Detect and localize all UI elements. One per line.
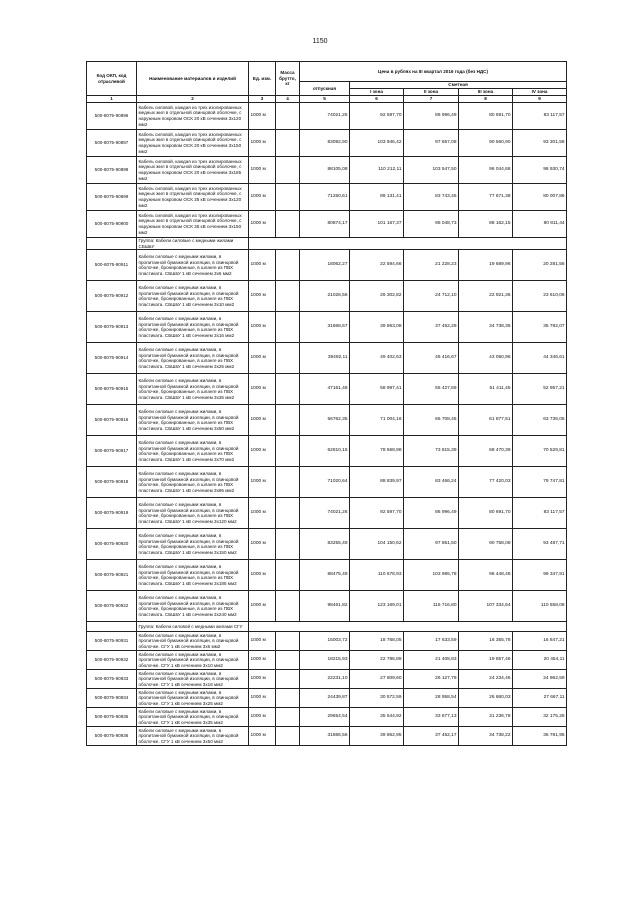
header-zone-3: III зона xyxy=(459,89,513,96)
item-name: Кабель силовой, каждая из трех изолированных медных жил в отдельной свинцовой оболочке, с наружным покровом ОСК 20 кВ сечением 3х185 мм2 xyxy=(137,157,249,184)
zone-3-price: 96 448,48 xyxy=(459,560,513,591)
item-mass xyxy=(276,184,300,211)
item-name: Кабели силовые с медными жилами, в пропитанной бумажной изоляции, в свинцовой оболочке, бронированные, в шланге из ПВХ пластиката. СБШвУ 1 кВ сечением 3х120 мм2 xyxy=(137,498,249,529)
column-number: 3 xyxy=(249,96,276,103)
item-name: Кабели силовые с медными жилами, в пропитанной бумажной изоляции, в свинцовой оболочке, бронированные, в шланге из ПВХ пластиката. СБШвУ 1 кВ сечением 3х6 мм2 xyxy=(137,250,249,281)
column-number: 6 xyxy=(350,96,404,103)
item-mass xyxy=(276,103,300,130)
zone-3-price: 31 236,78 xyxy=(459,708,513,727)
item-unit: 1000 м xyxy=(249,312,276,343)
zone-4-price: 35 781,95 xyxy=(513,727,567,746)
item-code: 500-8075-90933 xyxy=(87,670,137,689)
zone-4-price: 80 007,86 xyxy=(513,184,567,211)
item-unit: 1000 м xyxy=(249,529,276,560)
item-name: Кабели силовые с медными жилами, в пропитанной бумажной изоляции, в свинцовой оболочке. СГУ 1 кВ сечением 3х6 мм2 xyxy=(137,632,249,651)
zone-4-price: 32 175,26 xyxy=(513,708,567,727)
release-price: 21026,56 xyxy=(300,281,350,312)
table-row xyxy=(87,529,567,560)
item-mass xyxy=(276,651,300,670)
header-code: Код ОКП, код отраслевой xyxy=(87,62,137,96)
item-mass xyxy=(276,281,300,312)
item-code: 500-8075-90918 xyxy=(87,467,137,498)
release-price: 15003,72 xyxy=(300,632,350,651)
release-price: 39492,11 xyxy=(300,343,350,374)
item-mass xyxy=(276,250,300,281)
item-unit: 1000 м xyxy=(249,560,276,591)
zone-2-price: 66 708,45 xyxy=(404,405,459,436)
item-code: 500-8075-90935 xyxy=(87,708,137,727)
item-name: Кабель силовой, каждая из трех изолированных медных жил в отдельной свинцовой оболочке, с наружным покровом ОСК 35 кВ сечением 3х120 мм2 xyxy=(137,184,249,211)
zone-2-price: 73 815,39 xyxy=(404,436,459,467)
zone-2-price: 17 633,59 xyxy=(404,632,459,651)
item-unit: 1000 м xyxy=(249,250,276,281)
zone-3-price: 34 738,22 xyxy=(459,727,513,746)
zone-1-price: 88 839,97 xyxy=(350,467,404,498)
item-code: 500-8075-90913 xyxy=(87,312,137,343)
item-name: Кабели силовые с медными жилами, в пропитанной бумажной изоляции, в свинцовой оболочке, бронированные, в шланге из ПВХ пластиката. СБШвУ 1 кВ сечением 3х10 мм2 xyxy=(137,281,249,312)
item-mass xyxy=(276,405,300,436)
release-price: 62810,15 xyxy=(300,436,350,467)
table-row xyxy=(87,184,567,211)
column-number: 5 xyxy=(300,96,350,103)
zone-4-price: 63 736,05 xyxy=(513,405,567,436)
release-price: 71020,64 xyxy=(300,467,350,498)
item-mass xyxy=(276,560,300,591)
group-row xyxy=(87,238,567,250)
zone-3-price: 34 738,35 xyxy=(459,312,513,343)
zone-2-price: 55 427,69 xyxy=(404,374,459,405)
item-name: Кабели силовые с медными жилами, в пропитанной бумажной изоляции, в свинцовой оболочке, бронированные, в шланге из ПВХ пластиката. СБШвУ 1 кВ сечением 3х70 мм2 xyxy=(137,436,249,467)
table-row xyxy=(87,467,567,498)
item-mass xyxy=(276,632,300,651)
zone-4-price: 44 346,61 xyxy=(513,343,567,374)
item-name: Кабели силовые с медными жилами, в пропитанной бумажной изоляции, в свинцовой оболочке, бронированные, в шланге из ПВХ пластиката. СБШвУ 1 кВ сечением 3х16 мм2 xyxy=(137,312,249,343)
zone-1-price: 35 544,92 xyxy=(350,708,404,727)
item-unit: 1000 м xyxy=(249,103,276,130)
item-unit: 1000 м xyxy=(249,343,276,374)
item-unit: 1000 м xyxy=(249,211,276,238)
item-name: Кабели силовые с медными жилами, в пропитанной бумажной изоляции, в свинцовой оболочке. СГУ 1 кВ сечением 3х50 мм2 xyxy=(137,727,249,746)
item-mass xyxy=(276,727,300,746)
group-title: Группа: Кабели силовой с медными жилами СГУ xyxy=(137,622,249,632)
item-name: Кабели силовые с медными жилами, в пропитанной бумажной изоляции, в свинцовой оболочке, бронированные, в шланге из ПВХ пластиката. СБШвУ 1 кВ сечением 3х35 мм2 xyxy=(137,374,249,405)
item-unit: 1000 м xyxy=(249,727,276,746)
item-unit: 1000 м xyxy=(249,467,276,498)
item-unit: 1000 м xyxy=(249,157,276,184)
item-name: Кабели силовые с медными жилами, в пропитанной бумажной изоляции, в свинцовой оболочке. СГУ 1 кВ сечением 3х10 мм2 xyxy=(137,651,249,670)
zone-2-price: 97 657,08 xyxy=(404,130,459,157)
item-mass xyxy=(276,708,300,727)
item-code: 500-8075-90931 xyxy=(87,632,137,651)
item-unit: 1000 м xyxy=(249,632,276,651)
item-unit: 1000 м xyxy=(249,670,276,689)
group-empty-cell xyxy=(249,622,567,632)
zone-2-price: 37 452,17 xyxy=(404,727,459,746)
zone-4-price: 93 301,58 xyxy=(513,130,567,157)
header-unit: Ед. изм. xyxy=(249,62,276,96)
table-row xyxy=(87,727,567,746)
zone-4-price: 20 281,56 xyxy=(513,250,567,281)
zone-1-price: 92 597,70 xyxy=(350,103,404,130)
zone-3-price: 90 560,90 xyxy=(459,130,513,157)
page-number: 1150 xyxy=(312,38,328,45)
item-code: 500-8075-90898 xyxy=(87,157,137,184)
table-row xyxy=(87,405,567,436)
column-number: 8 xyxy=(459,96,513,103)
item-code: 500-8075-90922 xyxy=(87,591,137,622)
item-name: Кабели силовые с медными жилами, в пропитанной бумажной изоляции, в свинцовой оболочке. СГУ 1 кВ сечением 3х16 мм2 xyxy=(137,670,249,689)
zone-1-price: 92 597,70 xyxy=(350,498,404,529)
item-unit: 1000 м xyxy=(249,498,276,529)
table-row xyxy=(87,670,567,689)
item-code: 500-8075-90896 xyxy=(87,103,137,130)
zone-1-price: 22 594,66 xyxy=(350,250,404,281)
table-row xyxy=(87,498,567,529)
item-unit: 1000 м xyxy=(249,405,276,436)
release-price: 31866,56 xyxy=(300,727,350,746)
release-price: 18215,93 xyxy=(300,651,350,670)
item-name: Кабели силовые с медными жилами, в пропитанной бумажной изоляции, в свинцовой оболочке. СГУ 1 кВ сечением 3х25 мм2 xyxy=(137,689,249,708)
zone-3-price: 61 877,51 xyxy=(459,405,513,436)
zone-2-price: 115 716,80 xyxy=(404,591,459,622)
item-code: 500-8075-90899 xyxy=(87,184,137,211)
table-row xyxy=(87,281,567,312)
column-number-row xyxy=(87,96,567,103)
zone-2-price: 86 996,49 xyxy=(404,103,459,130)
zone-3-price: 107 334,64 xyxy=(459,591,513,622)
header-zone-1: I зона xyxy=(350,89,404,96)
table-row xyxy=(87,211,567,238)
release-price: 24439,87 xyxy=(300,689,350,708)
item-name: Кабели силовые с медными жилами, в пропитанной бумажной изоляции, в свинцовой оболочке, бронированные, в шланге из ПВХ пластиката. СБШвУ 1 кВ сечением 3х240 мм2 xyxy=(137,591,249,622)
item-code: 500-8075-90917 xyxy=(87,436,137,467)
zone-4-price: 90 811,44 xyxy=(513,211,567,238)
group-row xyxy=(87,622,567,632)
table-row xyxy=(87,436,567,467)
item-code: 500-8075-90934 xyxy=(87,689,137,708)
item-unit: 1000 м xyxy=(249,281,276,312)
release-price: 71250,61 xyxy=(300,184,350,211)
release-price: 22231,10 xyxy=(300,670,350,689)
item-code: 500-8075-90915 xyxy=(87,374,137,405)
item-name: Кабель силовой, каждая из трех изолированных медных жил в отдельной свинцовой оболочке, с наружным покровом ОСК 35 кВ сечением 3х150 мм2 xyxy=(137,211,249,238)
group-title: Группа: Кабели силовые с медными жилами СБШвУ xyxy=(137,238,249,250)
zone-4-price: 110 558,08 xyxy=(513,591,567,622)
item-unit: 1000 м xyxy=(249,184,276,211)
zone-3-price: 19 689,96 xyxy=(459,250,513,281)
item-mass xyxy=(276,529,300,560)
zone-3-price: 80 691,70 xyxy=(459,498,513,529)
zone-2-price: 46 416,67 xyxy=(404,343,459,374)
zone-2-price: 28 958,54 xyxy=(404,689,459,708)
item-name: Кабели силовые с медными жилами, в пропитанной бумажной изоляции, в свинцовой оболочке. СГУ 1 кВ сечением 3х35 мм2 xyxy=(137,708,249,727)
release-price: 31868,67 xyxy=(300,312,350,343)
column-number: 4 xyxy=(276,96,300,103)
release-price: 98461,82 xyxy=(300,591,350,622)
zone-3-price: 26 860,03 xyxy=(459,689,513,708)
zone-1-price: 110 212,11 xyxy=(350,157,404,184)
item-code: 500-8075-90932 xyxy=(87,651,137,670)
item-mass xyxy=(276,157,300,184)
table-row xyxy=(87,591,567,622)
release-price: 88475,49 xyxy=(300,560,350,591)
group-code-cell xyxy=(87,622,137,632)
item-unit: 1000 м xyxy=(249,689,276,708)
zone-4-price: 98 930,74 xyxy=(513,157,567,184)
item-code: 500-8075-90912 xyxy=(87,281,137,312)
item-mass xyxy=(276,436,300,467)
header-estimate: Сметная xyxy=(350,82,567,89)
table-row xyxy=(87,343,567,374)
table-body xyxy=(87,103,567,746)
table-row xyxy=(87,651,567,670)
item-code: 500-8075-90900 xyxy=(87,211,137,238)
item-code: 500-8075-90897 xyxy=(87,130,137,157)
zone-2-price: 37 452,29 xyxy=(404,312,459,343)
release-price: 74021,26 xyxy=(300,498,350,529)
item-name: Кабели силовые с медными жилами, в пропитанной бумажной изоляции, в свинцовой оболочке, бронированные, в шланге из ПВХ пластиката. СБШвУ 1 кВ сечением 3х50 мм2 xyxy=(137,405,249,436)
item-unit: 1000 м xyxy=(249,374,276,405)
item-mass xyxy=(276,467,300,498)
item-name: Кабели силовые с медными жилами, в пропитанной бумажной изоляции, в свинцовой оболочке, бронированные, в шланге из ПВХ пластиката. СБШвУ 1 кВ сечением 3х95 мм2 xyxy=(137,467,249,498)
item-name: Кабель силовой, каждая из трех изолированных медных жил в отдельной свинцовой оболочке, с наружным покровом ОСК 20 кВ сечением 3х120 мм2 xyxy=(137,103,249,130)
zone-2-price: 24 712,10 xyxy=(404,281,459,312)
zone-3-price: 80 691,70 xyxy=(459,103,513,130)
zone-1-price: 58 997,41 xyxy=(350,374,404,405)
zone-2-price: 83 466,24 xyxy=(404,467,459,498)
zone-4-price: 20 454,11 xyxy=(513,651,567,670)
zone-3-price: 51 411,45 xyxy=(459,374,513,405)
release-price: 47161,48 xyxy=(300,374,350,405)
zone-1-price: 71 004,16 xyxy=(350,405,404,436)
price-table xyxy=(86,61,567,746)
zone-1-price: 27 809,60 xyxy=(350,670,404,689)
zone-2-price: 86 996,49 xyxy=(404,498,459,529)
zone-2-price: 21 408,83 xyxy=(404,651,459,670)
zone-1-price: 103 946,42 xyxy=(350,130,404,157)
zone-3-price: 24 234,46 xyxy=(459,670,513,689)
zone-1-price: 49 402,63 xyxy=(350,343,404,374)
item-mass xyxy=(276,498,300,529)
item-mass xyxy=(276,689,300,708)
zone-3-price: 19 857,46 xyxy=(459,651,513,670)
release-price: 18062,27 xyxy=(300,250,350,281)
item-unit: 1000 м xyxy=(249,651,276,670)
zone-1-price: 123 169,01 xyxy=(350,591,404,622)
zone-2-price: 83 743,45 xyxy=(404,184,459,211)
zone-1-price: 101 167,37 xyxy=(350,211,404,238)
zone-4-price: 23 610,06 xyxy=(513,281,567,312)
column-number: 7 xyxy=(404,96,459,103)
item-mass xyxy=(276,670,300,689)
table-row xyxy=(87,632,567,651)
zone-2-price: 26 127,79 xyxy=(404,670,459,689)
zone-4-price: 24 962,59 xyxy=(513,670,567,689)
zone-4-price: 83 117,57 xyxy=(513,498,567,529)
header-mass: Масса брутто, кг xyxy=(276,62,300,96)
zone-4-price: 52 957,21 xyxy=(513,374,567,405)
zone-1-price: 89 131,41 xyxy=(350,184,404,211)
zone-2-price: 21 228,23 xyxy=(404,250,459,281)
table-row xyxy=(87,689,567,708)
item-unit: 1000 м xyxy=(249,130,276,157)
group-empty-cell xyxy=(249,238,567,250)
item-mass xyxy=(276,374,300,405)
column-number: 9 xyxy=(513,96,567,103)
zone-1-price: 104 150,62 xyxy=(350,529,404,560)
zone-4-price: 83 117,57 xyxy=(513,103,567,130)
zone-4-price: 70 529,81 xyxy=(513,436,567,467)
item-unit: 1000 м xyxy=(249,591,276,622)
table-row xyxy=(87,708,567,727)
table-row xyxy=(87,374,567,405)
item-unit: 1000 м xyxy=(249,708,276,727)
zone-1-price: 30 572,59 xyxy=(350,689,404,708)
item-code: 500-8075-90911 xyxy=(87,250,137,281)
zone-4-price: 79 747,81 xyxy=(513,467,567,498)
item-name: Кабели силовые с медными жилами, в пропитанной бумажной изоляции, в свинцовой оболочке, бронированные, в шланге из ПВХ пластиката. СБШвУ 1 кВ сечением 3х25 мм2 xyxy=(137,343,249,374)
header-release-price: отпускная xyxy=(300,82,350,96)
zone-1-price: 18 768,05 xyxy=(350,632,404,651)
table-row xyxy=(87,250,567,281)
table-row xyxy=(87,312,567,343)
item-mass xyxy=(276,343,300,374)
item-unit: 1000 м xyxy=(249,436,276,467)
release-price: 80874,17 xyxy=(300,211,350,238)
zone-1-price: 26 302,82 xyxy=(350,281,404,312)
zone-3-price: 88 162,15 xyxy=(459,211,513,238)
table-row xyxy=(87,560,567,591)
header-name: Наименование материалов и изделий xyxy=(137,62,249,96)
zone-2-price: 103 547,50 xyxy=(404,157,459,184)
item-code: 500-8075-90914 xyxy=(87,343,137,374)
column-number: 2 xyxy=(137,96,249,103)
release-price: 56762,35 xyxy=(300,405,350,436)
group-code-cell xyxy=(87,238,137,250)
zone-3-price: 68 470,39 xyxy=(459,436,513,467)
table-row xyxy=(87,103,567,130)
item-name: Кабели силовые с медными жилами, в пропитанной бумажной изоляции, в свинцовой оболочке, бронированные, в шланге из ПВХ пластиката. СБШвУ 1 кВ сечением 3х185 мм2 xyxy=(137,560,249,591)
item-mass xyxy=(276,211,300,238)
zone-1-price: 39 863,08 xyxy=(350,312,404,343)
table-row xyxy=(87,130,567,157)
item-code: 500-8075-90919 xyxy=(87,498,137,529)
release-price: 83092,90 xyxy=(300,130,350,157)
item-mass xyxy=(276,312,300,343)
item-code: 500-8075-90921 xyxy=(87,560,137,591)
zone-4-price: 93 487,71 xyxy=(513,529,567,560)
column-number: 1 xyxy=(87,96,137,103)
item-code: 500-8075-90936 xyxy=(87,727,137,746)
zone-2-price: 97 851,50 xyxy=(404,529,459,560)
zone-2-price: 103 985,78 xyxy=(404,560,459,591)
zone-2-price: 33 677,13 xyxy=(404,708,459,727)
header-zone-2: II зона xyxy=(404,89,459,96)
item-mass xyxy=(276,130,300,157)
release-price: 29654,54 xyxy=(300,708,350,727)
item-code: 500-8075-90920 xyxy=(87,529,137,560)
zone-3-price: 22 921,36 xyxy=(459,281,513,312)
item-mass xyxy=(276,591,300,622)
zone-4-price: 16 847,21 xyxy=(513,632,567,651)
zone-1-price: 78 568,98 xyxy=(350,436,404,467)
zone-1-price: 110 678,93 xyxy=(350,560,404,591)
release-price: 83255,49 xyxy=(300,529,350,560)
header-price-title: Цена в рублях на III квартал 2016 года (без НДС) xyxy=(300,62,567,82)
zone-2-price: 95 048,73 xyxy=(404,211,459,238)
zone-3-price: 77 420,03 xyxy=(459,467,513,498)
release-price: 74021,26 xyxy=(300,103,350,130)
zone-4-price: 27 667,11 xyxy=(513,689,567,708)
item-code: 500-8075-90916 xyxy=(87,405,137,436)
zone-4-price: 35 782,07 xyxy=(513,312,567,343)
zone-4-price: 99 347,91 xyxy=(513,560,567,591)
item-name: Кабель силовой, каждая из трех изолированных медных жил в отдельной свинцовой оболочке, с наружным покровом ОСК 20 кВ сечением 3х150 мм2 xyxy=(137,130,249,157)
zone-3-price: 77 671,38 xyxy=(459,184,513,211)
zone-3-price: 96 044,68 xyxy=(459,157,513,184)
zone-3-price: 16 355,78 xyxy=(459,632,513,651)
zone-1-price: 39 862,95 xyxy=(350,727,404,746)
zone-3-price: 43 050,96 xyxy=(459,343,513,374)
zone-3-price: 90 758,08 xyxy=(459,529,513,560)
release-price: 88105,08 xyxy=(300,157,350,184)
table-row xyxy=(87,157,567,184)
item-name: Кабели силовые с медными жилами, в пропитанной бумажной изоляции, в свинцовой оболочке, бронированные, в шланге из ПВХ пластиката. СБШвУ 1 кВ сечением 3х150 мм2 xyxy=(137,529,249,560)
zone-1-price: 22 786,89 xyxy=(350,651,404,670)
header-zone-4: IV зона xyxy=(513,89,567,96)
